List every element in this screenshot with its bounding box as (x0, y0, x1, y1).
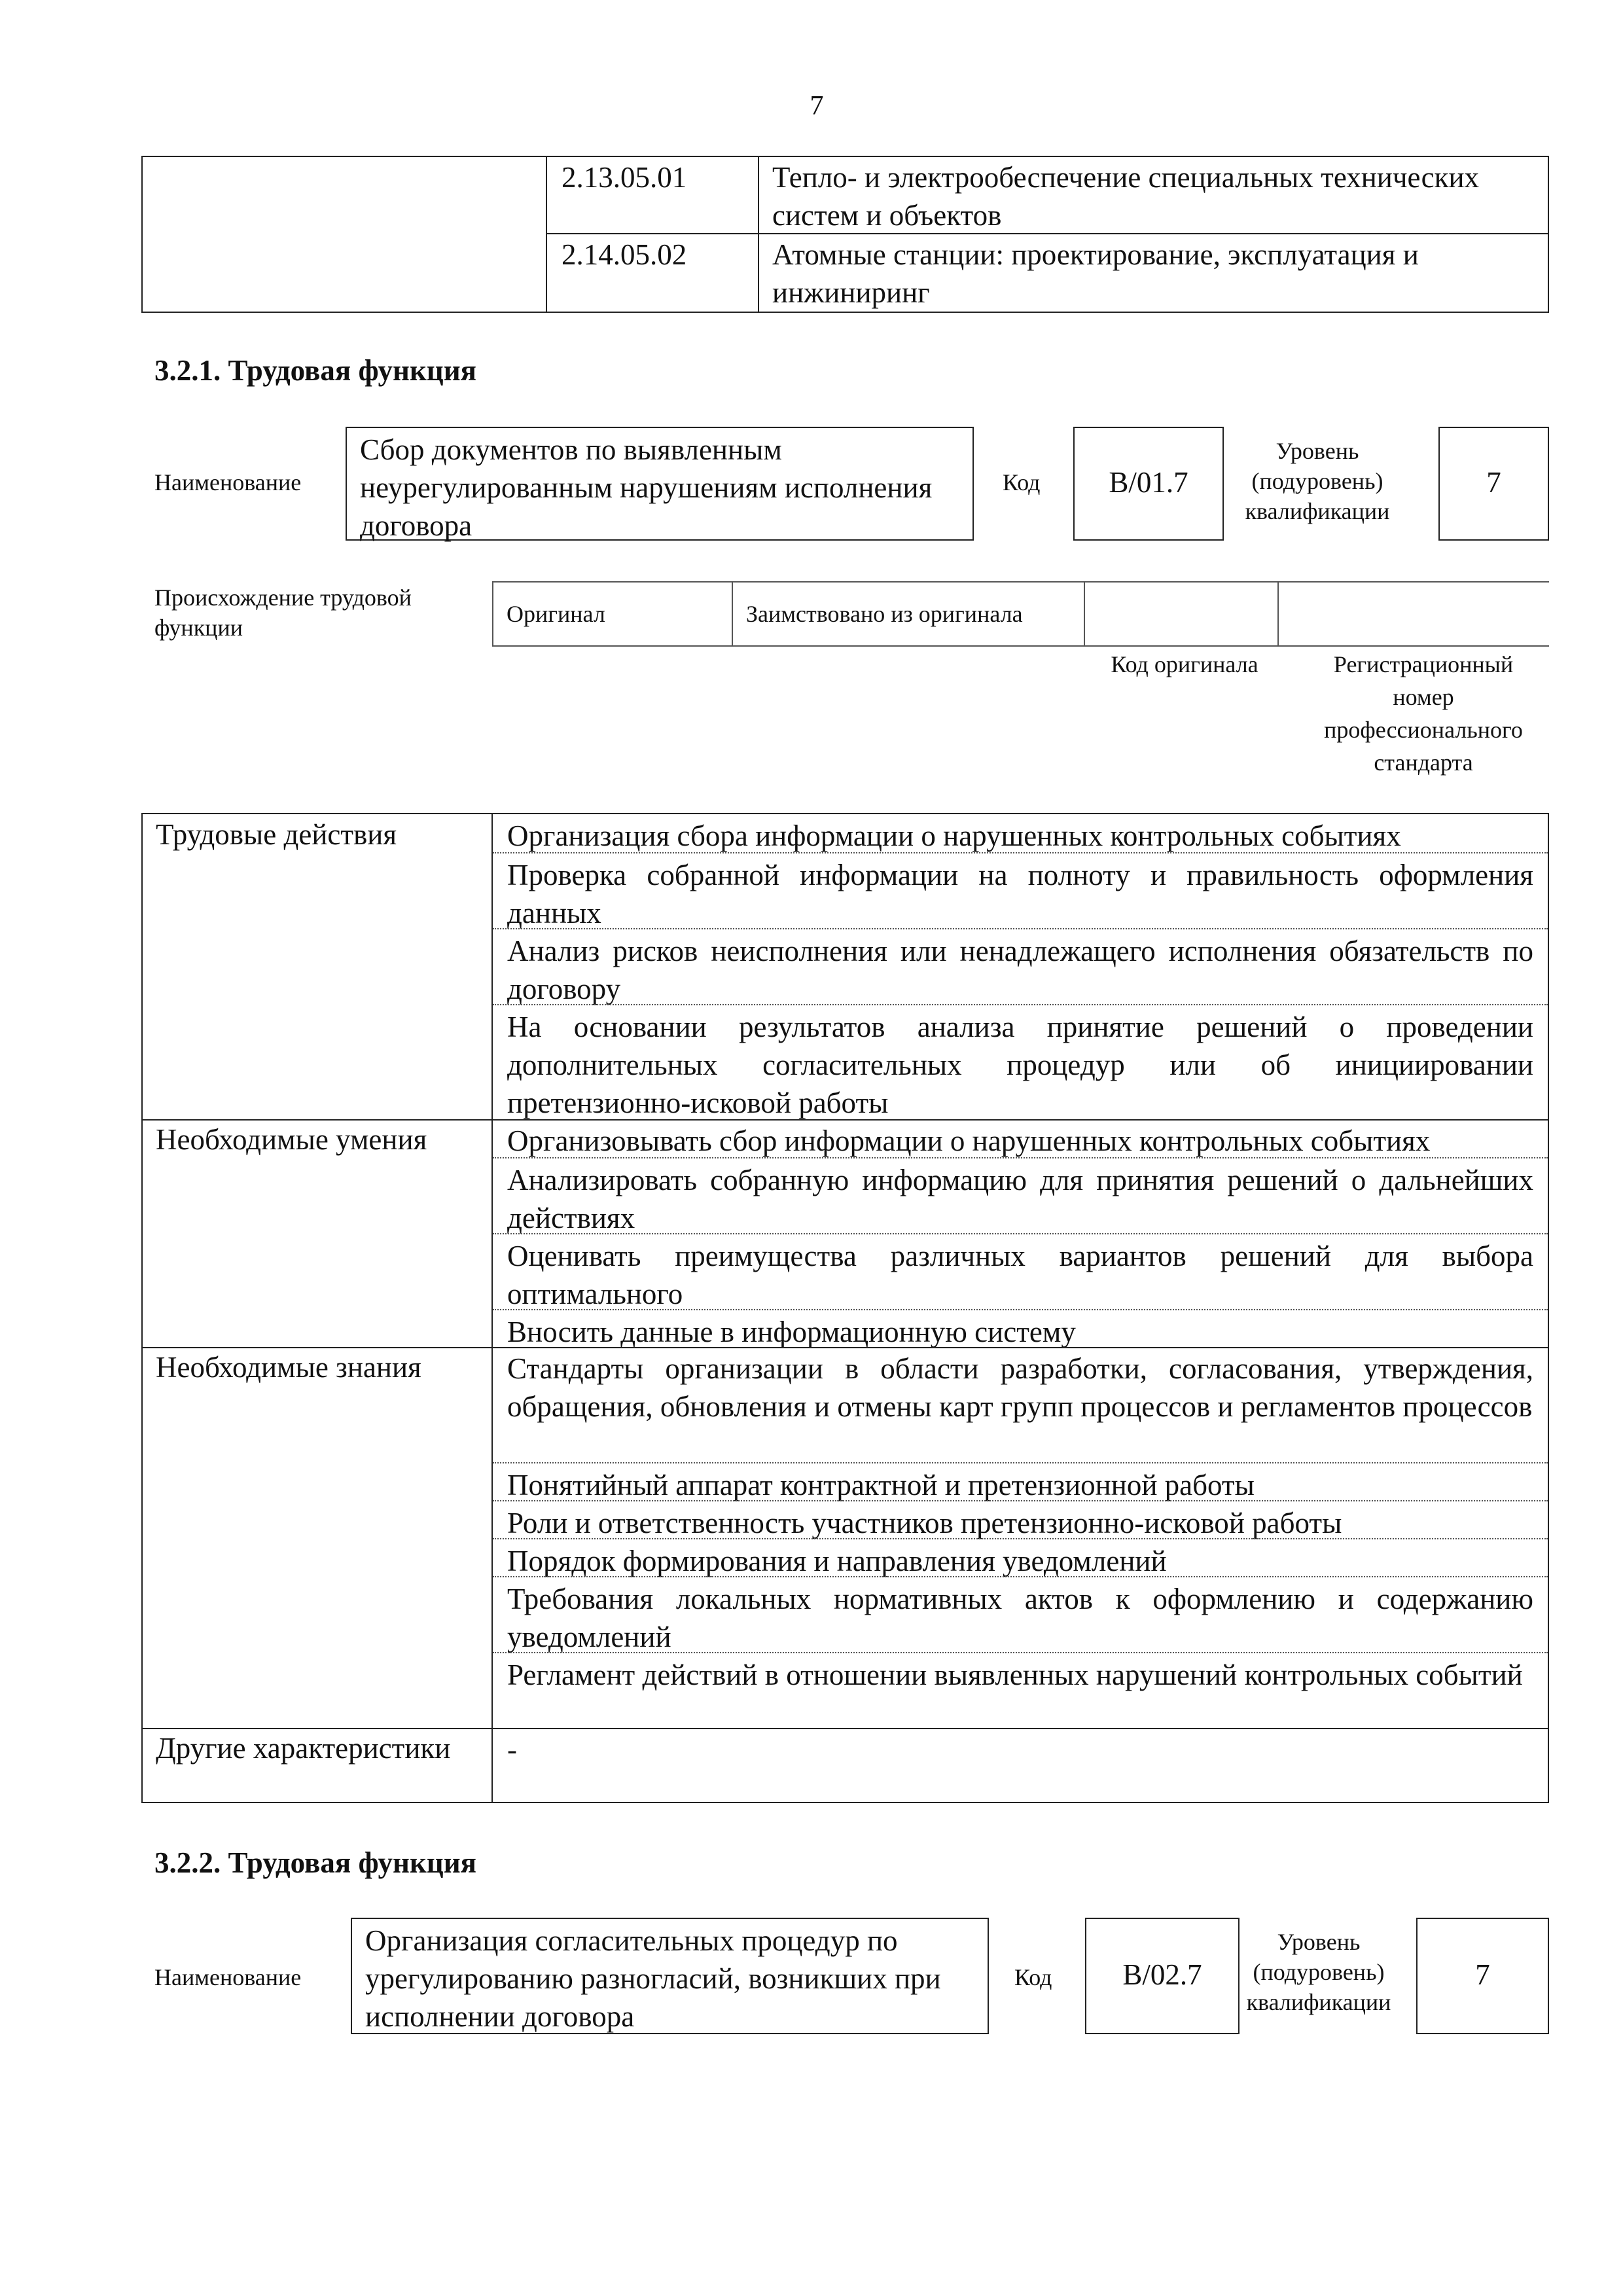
knowledge-item: Требования локальных нормативных актов к оформлению и содержанию уведомлений (493, 1576, 1548, 1652)
table-divider (758, 157, 759, 312)
name-label: Наименование (154, 469, 302, 495)
qualification-level: 7 (1475, 1958, 1490, 1991)
knowledge-item: Порядок формирования и направления уведомлений (493, 1538, 1548, 1576)
function-name-box (351, 1918, 989, 2034)
origin-reg-cell (1277, 583, 1549, 645)
knowledge-item: Стандарты организации в области разработки, согласования, утверждения, обращения, обновления и отмены карт групп процессов и регламентов процессов (507, 1352, 1533, 1423)
labor-action-item: Организация сбора информации о нарушенных контрольных событиях (507, 819, 1401, 852)
specialty-table (141, 156, 1549, 313)
origin-code-caption: Код оригинала (1111, 651, 1258, 677)
level-label: Уровень (подуровень) квалификации (1245, 438, 1390, 524)
function-code: B/02.7 (1122, 1958, 1202, 1991)
page-number: 7 (810, 91, 824, 121)
specialty-code: 2.14.05.02 (562, 238, 687, 271)
other-value: - (507, 1733, 517, 1766)
origin-row (492, 581, 1549, 647)
function-details-table (141, 813, 1549, 1803)
knowledge-item: Роли и ответственность участников претензионно-исковой работы (493, 1500, 1548, 1538)
origin-label: Происхождение трудовой функции (154, 584, 412, 641)
skill-item: Анализировать собранную информацию для принятия решений о дальнейших действиях (493, 1157, 1548, 1233)
code-label: Код (1003, 469, 1041, 495)
code-label: Код (1014, 1964, 1052, 1990)
function-name: Организация согласительных процедур по урегулированию разногласий, возникших при исполнении договора (365, 1924, 941, 2033)
skill-item: Оценивать преимущества различных вариантов решений для выбора оптимального (493, 1233, 1548, 1309)
qualification-level: 7 (1486, 466, 1501, 499)
origin-reg-caption: Регистрационный номер профессионального стандарта (1324, 651, 1523, 776)
function-name: Сбор документов по выявленным неурегулированным нарушениям исполнения договора (360, 433, 933, 542)
knowledge-label: Необходимые знания (156, 1351, 421, 1384)
origin-borrowed: Заимствовано из оригинала (732, 583, 1084, 645)
specialty-name: Атомные станции: проектирование, эксплуатация и инжиниринг (772, 238, 1419, 309)
labor-action-item: Проверка собранной информации на полноту и правильность оформления данных (493, 852, 1548, 928)
level-box (1416, 1918, 1549, 2034)
specialty-name: Тепло- и электрообеспечение специальных технических систем и объектов (772, 161, 1480, 232)
skills-label: Необходимые умения (156, 1123, 427, 1156)
knowledge-item: Регламент действий в отношении выявленных нарушений контрольных событий (493, 1652, 1548, 1728)
code-box (1085, 1918, 1240, 2034)
knowledge-item: Понятийный аппарат контрактной и претензионной работы (493, 1462, 1548, 1500)
table-divider (546, 157, 547, 312)
origin-code-cell (1084, 583, 1277, 645)
skill-item: Вносить данные в информационную систему (493, 1309, 1548, 1347)
labor-actions-label: Трудовые действия (156, 818, 397, 851)
labor-action-item: Анализ рисков неисполнения или ненадлежащего исполнения обязательств по договору (493, 928, 1548, 1004)
origin-original: Оригинал (492, 583, 732, 645)
function-code: B/01.7 (1109, 466, 1188, 499)
other-label: Другие характеристики (156, 1732, 451, 1765)
section-heading: 3.2.1. Трудовая функция (154, 354, 477, 387)
labor-action-item: На основании результатов анализа принятие решений о проведении дополнительных согласительных процедур или об инициировании претензионно-исковой работы (493, 1004, 1548, 1119)
level-box (1438, 427, 1549, 541)
name-label: Наименование (154, 1964, 302, 1990)
specialty-code: 2.13.05.01 (562, 161, 687, 194)
level-label: Уровень (подуровень) квалификации (1246, 1929, 1391, 2015)
function-name-box (346, 427, 974, 541)
section-heading: 3.2.2. Трудовая функция (154, 1846, 477, 1879)
code-box (1073, 427, 1224, 541)
skill-item: Организовывать сбор информации о нарушенных контрольных событиях (507, 1124, 1431, 1157)
